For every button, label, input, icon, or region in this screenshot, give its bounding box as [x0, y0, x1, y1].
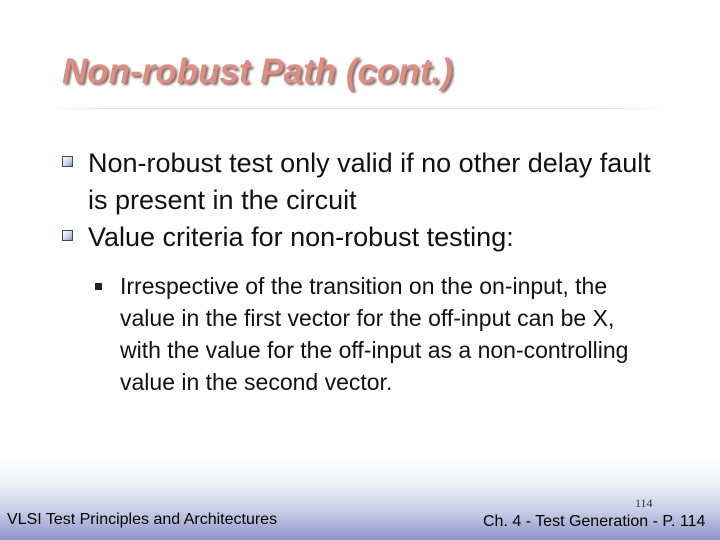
sub-bullet-item [95, 270, 660, 398]
bullet-item [62, 219, 662, 256]
footer-bar [0, 460, 720, 540]
bullet-text: Non-robust test only valid if no other delay fault is present in the circuit [88, 148, 651, 215]
square-bullet-icon [95, 283, 102, 290]
page-number: 114 [635, 496, 653, 510]
title-divider [48, 108, 668, 109]
bullet-list [62, 145, 662, 398]
footer-chapter-label: Ch. 4 - Test Generation - P. 114 [483, 513, 706, 530]
bullet-text: Value criteria for non-robust testing: [88, 222, 514, 252]
bullet-item [62, 145, 662, 219]
footer-book-title: VLSI Test Principles and Architectures [7, 511, 278, 528]
checkbox-bullet-icon [62, 156, 73, 167]
checkbox-bullet-icon [62, 230, 73, 241]
sub-bullet-text: Irrespective of the transition on the on-input, the value in the first vector for the off-input can be X, with the value for the off-input as a non-controlling value in the second vector. [120, 273, 629, 395]
slide-title: Non-robust Path (cont.) [62, 52, 453, 91]
